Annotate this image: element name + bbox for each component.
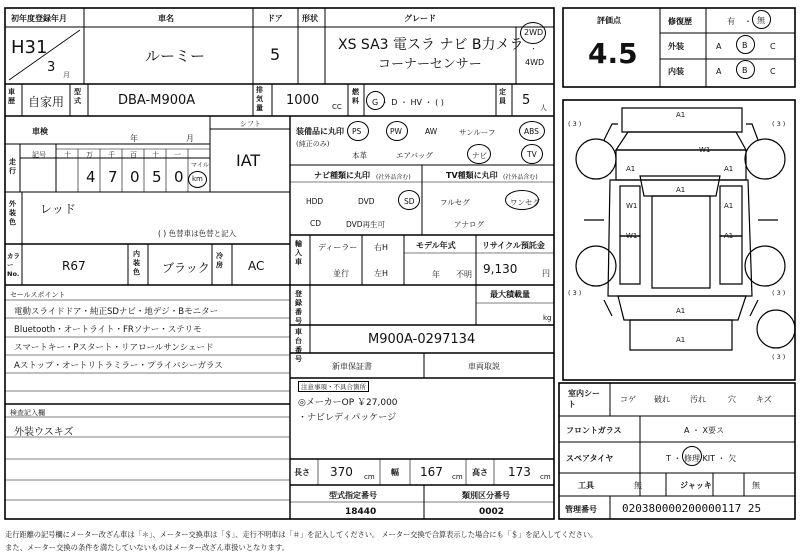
grade-line-1: XS SA3 電スラ ナビ B力メラ [338, 37, 524, 53]
tv-fullseg: フルセグ [440, 198, 470, 207]
management-value: 020380000200000117 25 [622, 502, 762, 515]
category-label: 車歴 [8, 88, 15, 105]
recycle-value: 9,130 [483, 262, 518, 276]
chassis-value: M900A-0297134 [368, 332, 476, 347]
navi-type-note: (社外品含む) [376, 174, 411, 181]
import-label: 輸入車 [295, 240, 302, 266]
max-load-label: 最大積載量 [490, 290, 530, 299]
cc-unit: CC [332, 103, 342, 111]
type-number-label: 型式指定番号 [329, 491, 377, 500]
width-value: 167 [420, 465, 443, 479]
sales-point-line-3: スマートキー・Pスタート・リアロールサンシェード [14, 343, 214, 353]
drive-4wd: 4WD [525, 58, 545, 67]
height-label: 高さ [472, 468, 488, 477]
class-number-label: 類別区分番号 [462, 491, 510, 500]
exterior-a: A [716, 42, 722, 51]
mile-label: マイル [191, 162, 209, 169]
navi-type-label: ナビ種類に丸印 [314, 171, 370, 180]
tire-spare: ( 3 ) [772, 353, 786, 361]
inspector-notes-text: 外装ウスキズ [14, 427, 74, 438]
ac-value: AC [248, 259, 265, 273]
interior-seat-label: 室内シート [568, 389, 600, 409]
width-label: 幅 [391, 468, 399, 477]
repair-dot: ・ [744, 17, 752, 26]
repair-history-label: 修復歴 [668, 17, 692, 26]
odometer-digit-5: 0 [174, 168, 184, 186]
first-reg-month: 3 [47, 60, 56, 75]
footer-line-2: また、メーター交換の条件を満たしていないものはメーター改ざん車扱いとなります。 [5, 543, 289, 552]
tv-type-note: (社外品含む) [503, 174, 538, 181]
interior-label: 内装 [668, 67, 684, 76]
equip-navi: ナビ [472, 151, 487, 160]
interior-a: A [716, 67, 722, 76]
interior-b: B [742, 66, 748, 75]
equip-ps: PS [352, 127, 362, 136]
first-reg-label: 初年度登録年月 [11, 14, 67, 23]
footer-line-1: 走行距離の記号欄にメーター改ざん車は「＊」、メーター交換車は「＄」、走行不明車は「＃」を記入してください。 メーター交換で合算表示した場合にも「＄」を記入してください。 [5, 530, 598, 539]
import-rh: 右H [374, 243, 389, 252]
color-note: ( ) 色替車は色替と記入 [158, 229, 237, 238]
kg-unit: kg [543, 314, 552, 322]
notes-label: 注意事項・不具合箇所 [298, 381, 369, 392]
interior-c: C [770, 67, 776, 76]
color-code-label: カラーNo. [7, 252, 20, 278]
equip-leather: 本革 [352, 151, 367, 160]
model-year-unit: 年 [432, 270, 440, 279]
record-label: 記号 [32, 151, 46, 159]
management-label: 管理番号 [565, 505, 597, 514]
new-warranty: 新車保証書 [332, 362, 372, 371]
digit-head-5: 一 [174, 151, 181, 159]
equipment-label: 装備品に丸印 [296, 127, 344, 136]
mark-roof: A1 [676, 186, 686, 194]
model-label: 型式 [74, 88, 81, 105]
mark-windshield: W1 [699, 146, 711, 154]
tire-front-left: ( 3 ) [568, 120, 582, 128]
digit-head-1: 万 [86, 151, 93, 159]
capacity-label: 定員 [499, 88, 506, 105]
color-value: レッド [40, 202, 76, 216]
tire-rear-left: ( 3 ) [568, 289, 582, 297]
digit-head-2: 千 [108, 151, 115, 159]
import-parallel: 並行 [333, 269, 349, 278]
rating-value: 4.5 [588, 37, 638, 70]
shaken-year-unit: 年 [130, 134, 138, 143]
equipment-sublabel: (純正のみ) [296, 140, 330, 148]
spare-tire-label: スペアタイヤ [566, 454, 614, 463]
navi-hdd: HDD [306, 197, 324, 206]
sales-point-line-2: Bluetooth・オートライト・FRソナー・ステリモ [14, 325, 202, 335]
category-value: 自家用 [28, 95, 65, 109]
tv-analog: アナログ [454, 220, 484, 229]
navi-sd: SD [404, 197, 415, 206]
yen-unit: 円 [542, 269, 550, 278]
mark-front-bumper: A1 [676, 111, 686, 119]
mark-left-front-door: W1 [626, 202, 638, 210]
mark-rear-bumper: A1 [676, 336, 686, 344]
exterior-c: C [770, 42, 776, 51]
tire-front-right: ( 3 ) [772, 120, 786, 128]
windshield-label: フロントガラス [566, 426, 622, 435]
inspector-notes-label: 検査記入欄 [10, 409, 45, 417]
seat-item-burn: コゲ [620, 395, 636, 404]
registration-label: 登録番号 [295, 290, 302, 325]
model-year-label: モデル年式 [416, 241, 456, 250]
digit-head-4: 十 [152, 151, 159, 159]
month-unit: 月 [63, 71, 70, 79]
equip-aw: AW [425, 127, 438, 136]
displacement-label: 排気量 [256, 86, 263, 112]
import-lh: 左H [374, 269, 389, 278]
jack-label: ジャッキ [680, 481, 712, 490]
recycle-label: リサイクル預託金 [482, 241, 545, 250]
model-year-value: 不明 [456, 270, 472, 279]
navi-dvd: DVD [358, 197, 375, 206]
tire-rear-right: ( 3 ) [772, 289, 786, 297]
mark-right-rear-door: A1 [724, 232, 734, 240]
displacement-value: 1000 [286, 93, 320, 108]
grade-line-2: コーナーセンサー [378, 57, 482, 72]
shaken-month-unit: 月 [186, 134, 194, 143]
height-value: 173 [508, 465, 531, 479]
mark-rear-gate: A1 [676, 307, 686, 315]
equip-tv: TV [527, 150, 537, 159]
sales-point-line-1: 電動スライドドア・純正SDナビ・地デジ・Bモニター [14, 307, 219, 317]
sales-points-label: セールスポイント [10, 291, 66, 299]
notes-line-1: ◎メーカーOP ￥27,000 [298, 398, 398, 408]
chassis-label: 車台番号 [295, 328, 302, 363]
mark-right-fender: A1 [724, 165, 734, 173]
person-unit: 人 [540, 104, 547, 112]
tools-label: 工具 [578, 481, 594, 490]
import-dealer: ディーラー [318, 243, 358, 252]
color-label: 外装色 [9, 200, 16, 226]
height-unit: cm [540, 473, 551, 481]
tv-type-label: TV種類に丸印 [446, 171, 498, 180]
odometer-digit-2: 7 [108, 168, 118, 186]
mileage-label: 走行 [9, 158, 16, 175]
shift-value: IAT [236, 151, 261, 170]
first-reg-era: H31 [11, 37, 48, 58]
windshield-value: A ・ X要ス [684, 426, 725, 435]
length-unit: cm [364, 473, 375, 481]
navi-cd: CD [310, 219, 322, 228]
odometer-digit-4: 5 [152, 168, 162, 186]
shaken-label: 車検 [32, 127, 48, 136]
notes-line-2: ・ナビレディパッケージ [298, 413, 397, 423]
jack-value: 無 [752, 481, 760, 490]
odometer-digit-1: 4 [86, 168, 96, 186]
equip-airbag: エアバッグ [396, 151, 433, 160]
door-label: ドア [267, 14, 283, 23]
car-diagram [576, 108, 795, 350]
tools-value: 無 [634, 481, 642, 490]
drive-dot: ・ [530, 45, 537, 53]
digit-head-0: 十 [64, 151, 71, 159]
spare-kit-circle [682, 446, 702, 466]
exterior-label: 外装 [668, 42, 684, 51]
drive-2wd: 2WD [524, 28, 544, 37]
digit-head-3: 百 [130, 151, 137, 159]
rating-label: 評価点 [597, 16, 621, 25]
color-code-value: R67 [62, 259, 86, 273]
grade-label: グレード [404, 14, 436, 23]
type-number-value: 18440 [345, 507, 377, 517]
fuel-label: 燃料 [352, 88, 359, 105]
length-value: 370 [330, 465, 353, 479]
sales-point-line-4: Aストップ・オートリトラミラー・プライバシーガラス [14, 361, 223, 371]
seat-item-hole: 穴 [728, 395, 736, 404]
tv-oneseg: ワンセグ [510, 198, 540, 207]
interior-color-value: ブラック [162, 261, 210, 275]
repair-yes: 有 [727, 17, 735, 26]
navi-dvd-play: DVD再生可 [346, 220, 386, 229]
mark-right-front-door: A1 [724, 202, 734, 210]
spare-tire-value: T ・ 修理 KIT ・ 欠 [666, 454, 737, 463]
seat-item-scratch: キズ [756, 395, 772, 404]
odometer-digit-3: 0 [130, 168, 140, 186]
length-label: 長さ [294, 468, 310, 477]
model-value: DBA-M900A [118, 93, 196, 108]
shape-label: 形状 [302, 14, 318, 23]
seat-item-tear: 破れ [654, 395, 670, 404]
equip-abs: ABS [524, 127, 539, 136]
mark-left-rear-door: W1 [626, 232, 638, 240]
exterior-b: B [742, 41, 748, 50]
km-label: km [192, 175, 203, 183]
ac-label: 冷房 [216, 252, 223, 269]
capacity-value: 5 [522, 93, 531, 108]
width-unit: cm [452, 473, 463, 481]
owner-manual: 車両取説 [468, 362, 500, 371]
interior-color-label: 内装色 [133, 250, 140, 276]
equip-sunroof: サンルーフ [459, 128, 496, 137]
seat-item-dirt: 汚れ [690, 395, 706, 404]
mark-left-fender: A1 [626, 165, 636, 173]
shift-label: シフト [240, 120, 261, 128]
equip-pw: PW [390, 127, 402, 136]
repair-no: 無 [757, 16, 765, 25]
car-name-label: 車名 [158, 14, 174, 23]
fuel-options: G ・ D ・ HV ・ ( ) [372, 98, 444, 107]
door-count: 5 [270, 45, 281, 64]
car-name: ルーミー [145, 47, 206, 65]
class-number-value: 0002 [479, 507, 505, 517]
